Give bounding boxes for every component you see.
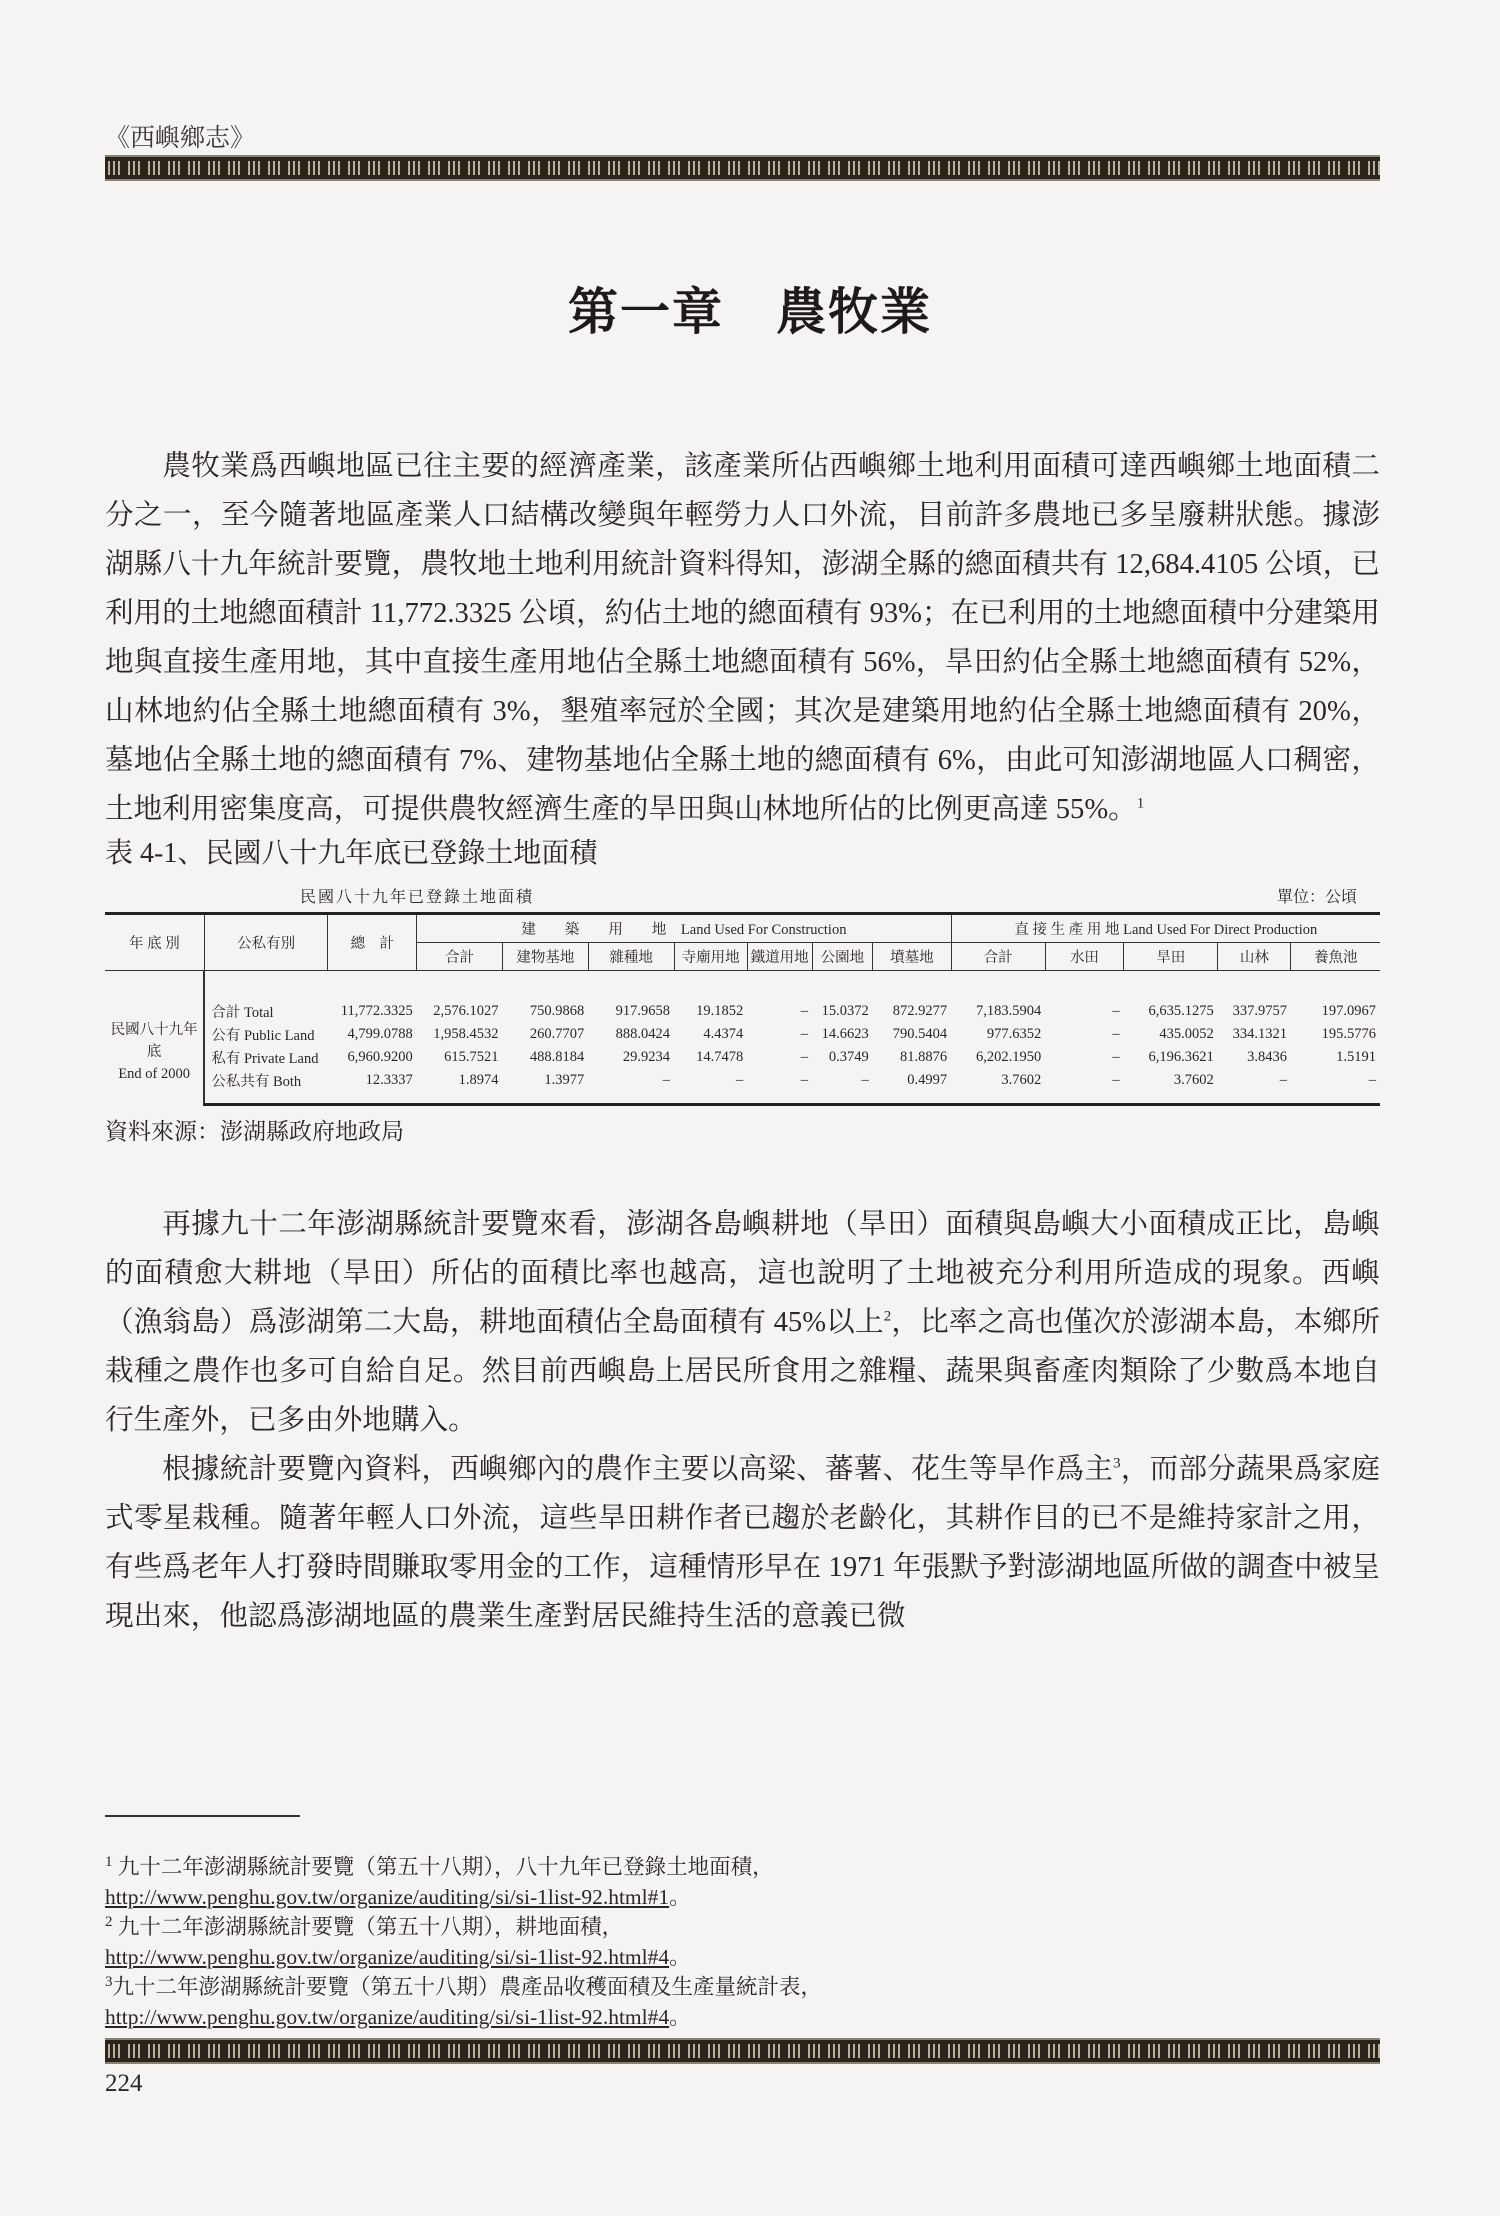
footnote-link[interactable]: http://www.penghu.gov.tw/organize/auditing/si/si-1list-92.html#4 — [105, 1945, 670, 1969]
footnote-ref[interactable]: 3 — [1113, 1455, 1121, 1472]
value-cell: 14.7478 — [696, 1049, 744, 1065]
value-cell: – — [1112, 1049, 1120, 1065]
table-subtitle: 民國八十九年已登錄土地面積 — [300, 889, 535, 906]
ownership-cell: 公私共有 Both — [204, 1069, 328, 1105]
paragraph-text: ，比率之高也僅次於澎湖本島，本鄉所栽種之農作也多可自給自足。然目前西嶼島上居民所食用之雜糧、蔬果與畜產肉類除了少數爲本地自行生產外，已多由外地購入。 — [105, 1307, 1380, 1436]
year-cell — [105, 971, 204, 1105]
value-cell: 11,772.3325 — [340, 1003, 413, 1019]
value-cell: 3.7602 — [1124, 1069, 1218, 1105]
year-label: 民國八十九年底 — [110, 1022, 198, 1061]
decorative-border-top — [105, 155, 1380, 181]
subheader-cell: 建物基地 — [503, 943, 589, 971]
value-cell: – — [1291, 1069, 1380, 1105]
footnote-text: 九十二年澎湖縣統計要覽（第五十八期），八十九年已登錄土地面積， — [112, 1855, 774, 1879]
subheader-cell: 鐵道用地 — [747, 943, 812, 971]
paragraph-2 — [105, 1200, 1380, 1445]
value-cell: 81.8876 — [900, 1049, 948, 1065]
footnote-1 — [105, 1852, 1380, 1912]
page-number: 224 — [105, 2070, 143, 2097]
value-cell: 6,196.3621 — [1148, 1049, 1214, 1065]
subheader-cell: 寺廟用地 — [674, 943, 747, 971]
value-cell: 1.3977 — [503, 1069, 589, 1105]
footnote-end: 。 — [669, 1945, 691, 1969]
spacer — [105, 1148, 1380, 1200]
value-cell: 1,958.4532 — [433, 1026, 499, 1042]
ownership-cell: 公有 Public Land — [211, 1028, 315, 1044]
value-cell: 615.7521 — [444, 1049, 499, 1065]
ownership-cell: 合計 Total — [211, 1005, 274, 1021]
year-label: End of 2000 — [118, 1066, 191, 1083]
value-cell: 888.0424 — [615, 1026, 671, 1042]
value-cell: 435.0052 — [1159, 1026, 1214, 1042]
value-cell: 2,576.1027 — [433, 1003, 499, 1019]
paragraph-1 — [105, 442, 1380, 834]
footnote-ref[interactable]: 2 — [883, 1308, 892, 1325]
value-cell: 195.5776 — [1321, 1026, 1376, 1042]
footnotes — [105, 1852, 1380, 2032]
value-cell: – — [747, 1069, 812, 1105]
table-row — [105, 1046, 1380, 1069]
footnote-2 — [105, 1912, 1380, 1972]
footnote-number: 3 — [105, 1973, 113, 1990]
value-cell: 977.6352 — [986, 1026, 1042, 1042]
value-cell: 488.8184 — [529, 1049, 585, 1065]
value-cell: 260.7707 — [529, 1026, 585, 1042]
ownership-cell: 私有 Private Land — [211, 1051, 319, 1067]
subheader-cell: 雜種地 — [588, 943, 674, 971]
footnote-divider — [105, 1815, 300, 1817]
subheader-cell: 公園地 — [812, 943, 873, 971]
footnote-ref[interactable]: 1 — [1136, 795, 1145, 812]
subheader-cell: 墳墓地 — [873, 943, 951, 971]
value-cell: 750.9868 — [529, 1003, 585, 1019]
value-cell: 3.8436 — [1247, 1049, 1287, 1065]
paragraph-3 — [105, 1445, 1380, 1641]
header-production: 直 接 生 產 用 地 Land Used For Direct Production — [951, 914, 1380, 943]
value-cell: – — [812, 1069, 873, 1105]
value-cell: – — [1112, 1026, 1120, 1042]
header-ownership: 公私有別 — [204, 914, 328, 971]
table-caption: 表 4-1、民國八十九年底已登錄土地面積 — [105, 838, 598, 869]
value-cell: 0.4997 — [873, 1069, 951, 1105]
footnote-link[interactable]: http://www.penghu.gov.tw/organize/auditing/si/si-1list-92.html#1 — [105, 1885, 670, 1909]
value-cell: 7,183.5904 — [975, 1003, 1042, 1019]
footnote-3 — [105, 1972, 1380, 2032]
value-cell: – — [800, 1026, 809, 1042]
value-cell: 917.9658 — [615, 1003, 671, 1019]
value-cell: – — [800, 1049, 809, 1065]
value-cell: – — [1045, 1069, 1123, 1105]
land-area-table — [105, 912, 1380, 1106]
value-cell: 6,202.1950 — [975, 1049, 1042, 1065]
table-row — [105, 1023, 1380, 1046]
value-cell: – — [674, 1069, 747, 1105]
value-cell: 14.6623 — [821, 1026, 869, 1042]
paragraph-text: 根據統計要覽內資料，西嶼鄉內的農作主要以高粱、蕃薯、花生等旱作爲主 — [162, 1454, 1114, 1485]
table-headline — [105, 888, 1380, 908]
subheader-cell: 合計 — [951, 943, 1045, 971]
value-cell: 1.5191 — [1336, 1049, 1376, 1065]
decorative-border-bottom — [105, 2038, 1380, 2064]
value-cell: 790.5404 — [892, 1026, 948, 1042]
footnote-end: 。 — [669, 1885, 691, 1909]
value-cell: 4.4374 — [703, 1026, 744, 1042]
table-row — [105, 971, 1380, 1024]
value-cell: 337.9757 — [1232, 1003, 1287, 1019]
value-cell: 15.0372 — [821, 1003, 869, 1019]
subheader-cell: 養魚池 — [1291, 943, 1380, 971]
header-total: 總 計 — [328, 914, 417, 971]
header-construction: 建 築 用 地 Land Used For Construction — [417, 914, 951, 943]
value-cell: 0.3749 — [828, 1049, 869, 1065]
footnote-end: 。 — [669, 2005, 691, 2029]
footnote-number: 2 — [105, 1913, 113, 1930]
value-cell: 4,799.0788 — [347, 1026, 413, 1042]
subheader-cell: 水田 — [1045, 943, 1123, 971]
footnote-text: 九十二年澎湖縣統計要覽（第五十八期），耕地面積， — [112, 1915, 624, 1939]
value-cell: 12.3337 — [328, 1069, 417, 1105]
value-cell: 1.8974 — [417, 1069, 503, 1105]
footnote-number: 1 — [105, 1853, 113, 1870]
paragraph-text: 農牧業爲西嶼地區已往主要的經濟產業，該產業所佔西嶼鄉土地利用面積可達西嶼鄉土地面積二分之一，至今隨著地區產業人口結構改變與年輕勞力人口外流，目前許多農地已多呈廢耕狀態。據澎湖縣八十九年統計要覽，農牧地土地利用統計資料得知，澎湖全縣的總面積共有 12,684.4105 公頃，已利用的土地總面積計 11,772.3325 公頃，約佔土地的總面積有 93%；在已利用的土地總面積中分建築用地與直接生產用地，其中直接生產用地佔全縣土地總面積有 56%，旱田約佔全縣土地總面積有 52%，山林地約佔全縣土地總面積有 3%，墾殖率冠於全國；其次是建築用地約佔全縣土地總面積有 20%，墓地佔全縣土地的總面積有 7%、建物基地佔全縣土地的總面積有 6%，由此可知澎湖地區人口稠密，土地利用密集度高，可提供農牧經濟生產的旱田與山林地所佔的比例更高達 55%。 — [105, 451, 1380, 825]
value-cell: 3.7602 — [951, 1069, 1045, 1105]
subheader-cell: 旱田 — [1124, 943, 1218, 971]
footnote-link[interactable]: http://www.penghu.gov.tw/organize/auditing/si/si-1list-92.html#4 — [105, 2005, 670, 2029]
footnote-text: 九十二年澎湖縣統計要覽（第五十八期）農產品收穫面積及生產量統計表， — [112, 1975, 823, 1999]
header-year: 年 底 別 — [105, 914, 204, 971]
value-cell: 29.9234 — [622, 1049, 671, 1065]
table-unit: 單位：公頃 — [1276, 889, 1357, 906]
running-header: 《西嶼鄉志》 — [105, 125, 256, 152]
paragraph-text: ，而部分蔬果爲家庭式零星栽種。隨著年輕人口外流，這些旱田耕作者已趨於老齡化，其耕作目的已不是維持家計之用，有些爲老年人打發時間賺取零用金的工作，這種情形早在 1971 年張默予對澎湖地區所做的調查中被呈現出來，他認爲澎湖地區的農業生產對居民維持生活的意義已微 — [105, 1454, 1380, 1632]
value-cell: – — [588, 1069, 674, 1105]
subheader-cell: 山林 — [1218, 943, 1291, 971]
value-cell: 19.1852 — [696, 1003, 744, 1019]
value-cell: 197.0967 — [1321, 1003, 1376, 1019]
subheader-cell: 合計 — [417, 943, 503, 971]
value-cell: – — [800, 1003, 809, 1019]
value-cell: 6,635.1275 — [1148, 1003, 1214, 1019]
table-source: 資料來源：澎湖縣政府地政局 — [105, 1119, 404, 1144]
table-row — [105, 1069, 1380, 1105]
paragraph-text: 再據九十二年澎湖縣統計要覽來看，澎湖各島嶼耕地（旱田）面積與島嶼大小面積成正比，島嶼的面積愈大耕地（旱田）所佔的面積比率也越高，這也說明了土地被充分利用所造成的現象。西嶼（漁翁島）爲澎湖第二大島，耕地面積佔全島面積有 45%以上 — [105, 1209, 1380, 1338]
chapter-title: 第一章 農牧業 — [568, 284, 932, 340]
value-cell: – — [1218, 1069, 1291, 1105]
value-cell: 6,960.9200 — [347, 1049, 413, 1065]
main-content — [105, 442, 1380, 1641]
value-cell: 872.9277 — [892, 1003, 948, 1019]
value-cell: – — [1112, 1003, 1120, 1019]
value-cell: 334.1321 — [1232, 1026, 1287, 1042]
